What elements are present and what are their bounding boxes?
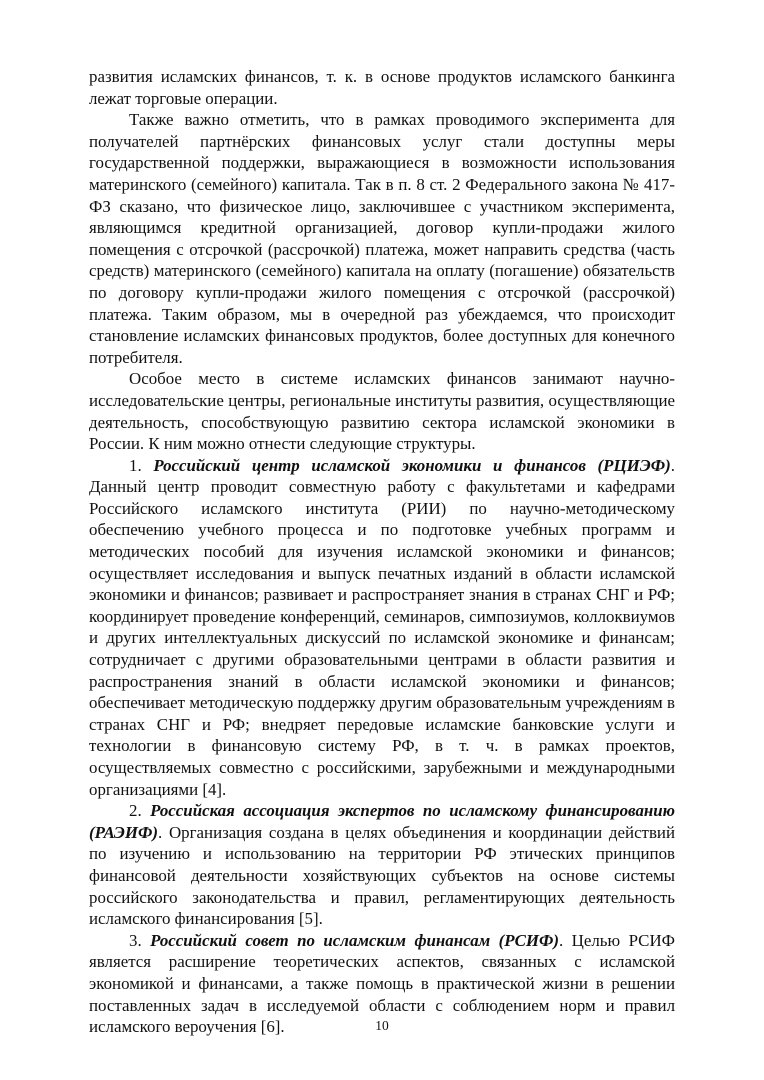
list-item-title: Российский центр исламской экономики и финансов (РЦИЭФ) bbox=[153, 455, 671, 475]
paragraph-maternity-capital: Также важно отметить, что в рамках проводимого эксперимента для получателей партнёрских финансовых услуг стали доступны меры государственной поддержки, выражающиеся в возможности использования материнского (семейного) капитала. Так в п. 8 ст. 2 Федерального закона № 417-ФЗ сказано, что физическое лицо, заключившее с участником эксперимента, являющимся кредитной организацией, договор купли-продажи жилого помещения с отсрочкой (рассрочкой) платежа, может направить средства (часть средств) материнского (семейного) капитала на оплату (погашение) обязательств по договору купли-продажи жилого помещения с отсрочкой (рассрочкой) платежа. Таким образом, мы в очередной раз убеждаемся, что происходит становление исламских финансовых продуктов, более доступных для конечного потребителя. bbox=[89, 110, 675, 367]
list-item-number: 2. bbox=[129, 801, 142, 821]
list-item-body: . Организация создана в целях объединения и координации действий по изучению и использованию на территории РФ этических принципов финансовой деятельности хозяйствующих субъектов на основе системы российского законодательства и правил, регламентирующих деятельность исламского финансирования [5]. bbox=[89, 822, 675, 929]
list-item-raeif bbox=[89, 800, 675, 930]
page-body bbox=[89, 66, 675, 1038]
list-item-body: . Данный центр проводит совместную работу с факультетами и кафедрами Российского исламского института (РИИ) по научно-методическому обеспечению учебного процесса и по подготовке учебных программ и методических пособий для изучения исламской экономики и финансов; осуществляет исследования и выпуск печатных изданий в области исламской экономики и финансов; развивает и распространяет знания в странах СНГ и РФ; координирует проведение конференций, семинаров, симпозиумов, коллоквиумов и других интеллектуальных дискуссий по исламской экономике и финансам; сотрудничает с другими образовательными центрами в области развития и распространения знаний в области исламской экономики и финансов; обеспечивает методическую поддержку другим образовательным учреждениям в странах СНГ и РФ; внедряет передовые исламские банковские услуги и технологии в финансовую систему РФ, в т. ч. в рамках проектов, осуществляемых совместно с российскими, зарубежными и международными организациями [4]. bbox=[89, 455, 675, 799]
list-item-rcief bbox=[89, 455, 675, 801]
list-item-body: . Целью РСИФ является расширение теоретических аспектов, связанных с исламской экономикой и финансами, а также помощь в практической жизни в решении поставленных задач в исследуемой области с соблюдением норм и правил исламского вероучения [6]. bbox=[89, 930, 675, 1037]
list-item-number: 3. bbox=[129, 930, 142, 950]
page-number: 10 bbox=[375, 1018, 389, 1033]
paragraph-research-centers: Особое место в системе исламских финансов занимают научно-исследовательские центры, региональные институты развития, осуществляющие деятельность, способствующую развитию сектора исламской экономики в России. К ним можно отнести следующие структуры. bbox=[89, 369, 675, 454]
paragraph-continuation: развития исламских финансов, т. к. в основе продуктов исламского банкинга лежат торговые операции. bbox=[89, 67, 675, 108]
list-item-number: 1. bbox=[129, 455, 142, 475]
list-item-title: Российский совет по исламским финансам (РСИФ) bbox=[150, 930, 559, 950]
list-item-title: Российская ассоциация экспертов по исламскому финансированию (РАЭИФ) bbox=[89, 801, 675, 842]
